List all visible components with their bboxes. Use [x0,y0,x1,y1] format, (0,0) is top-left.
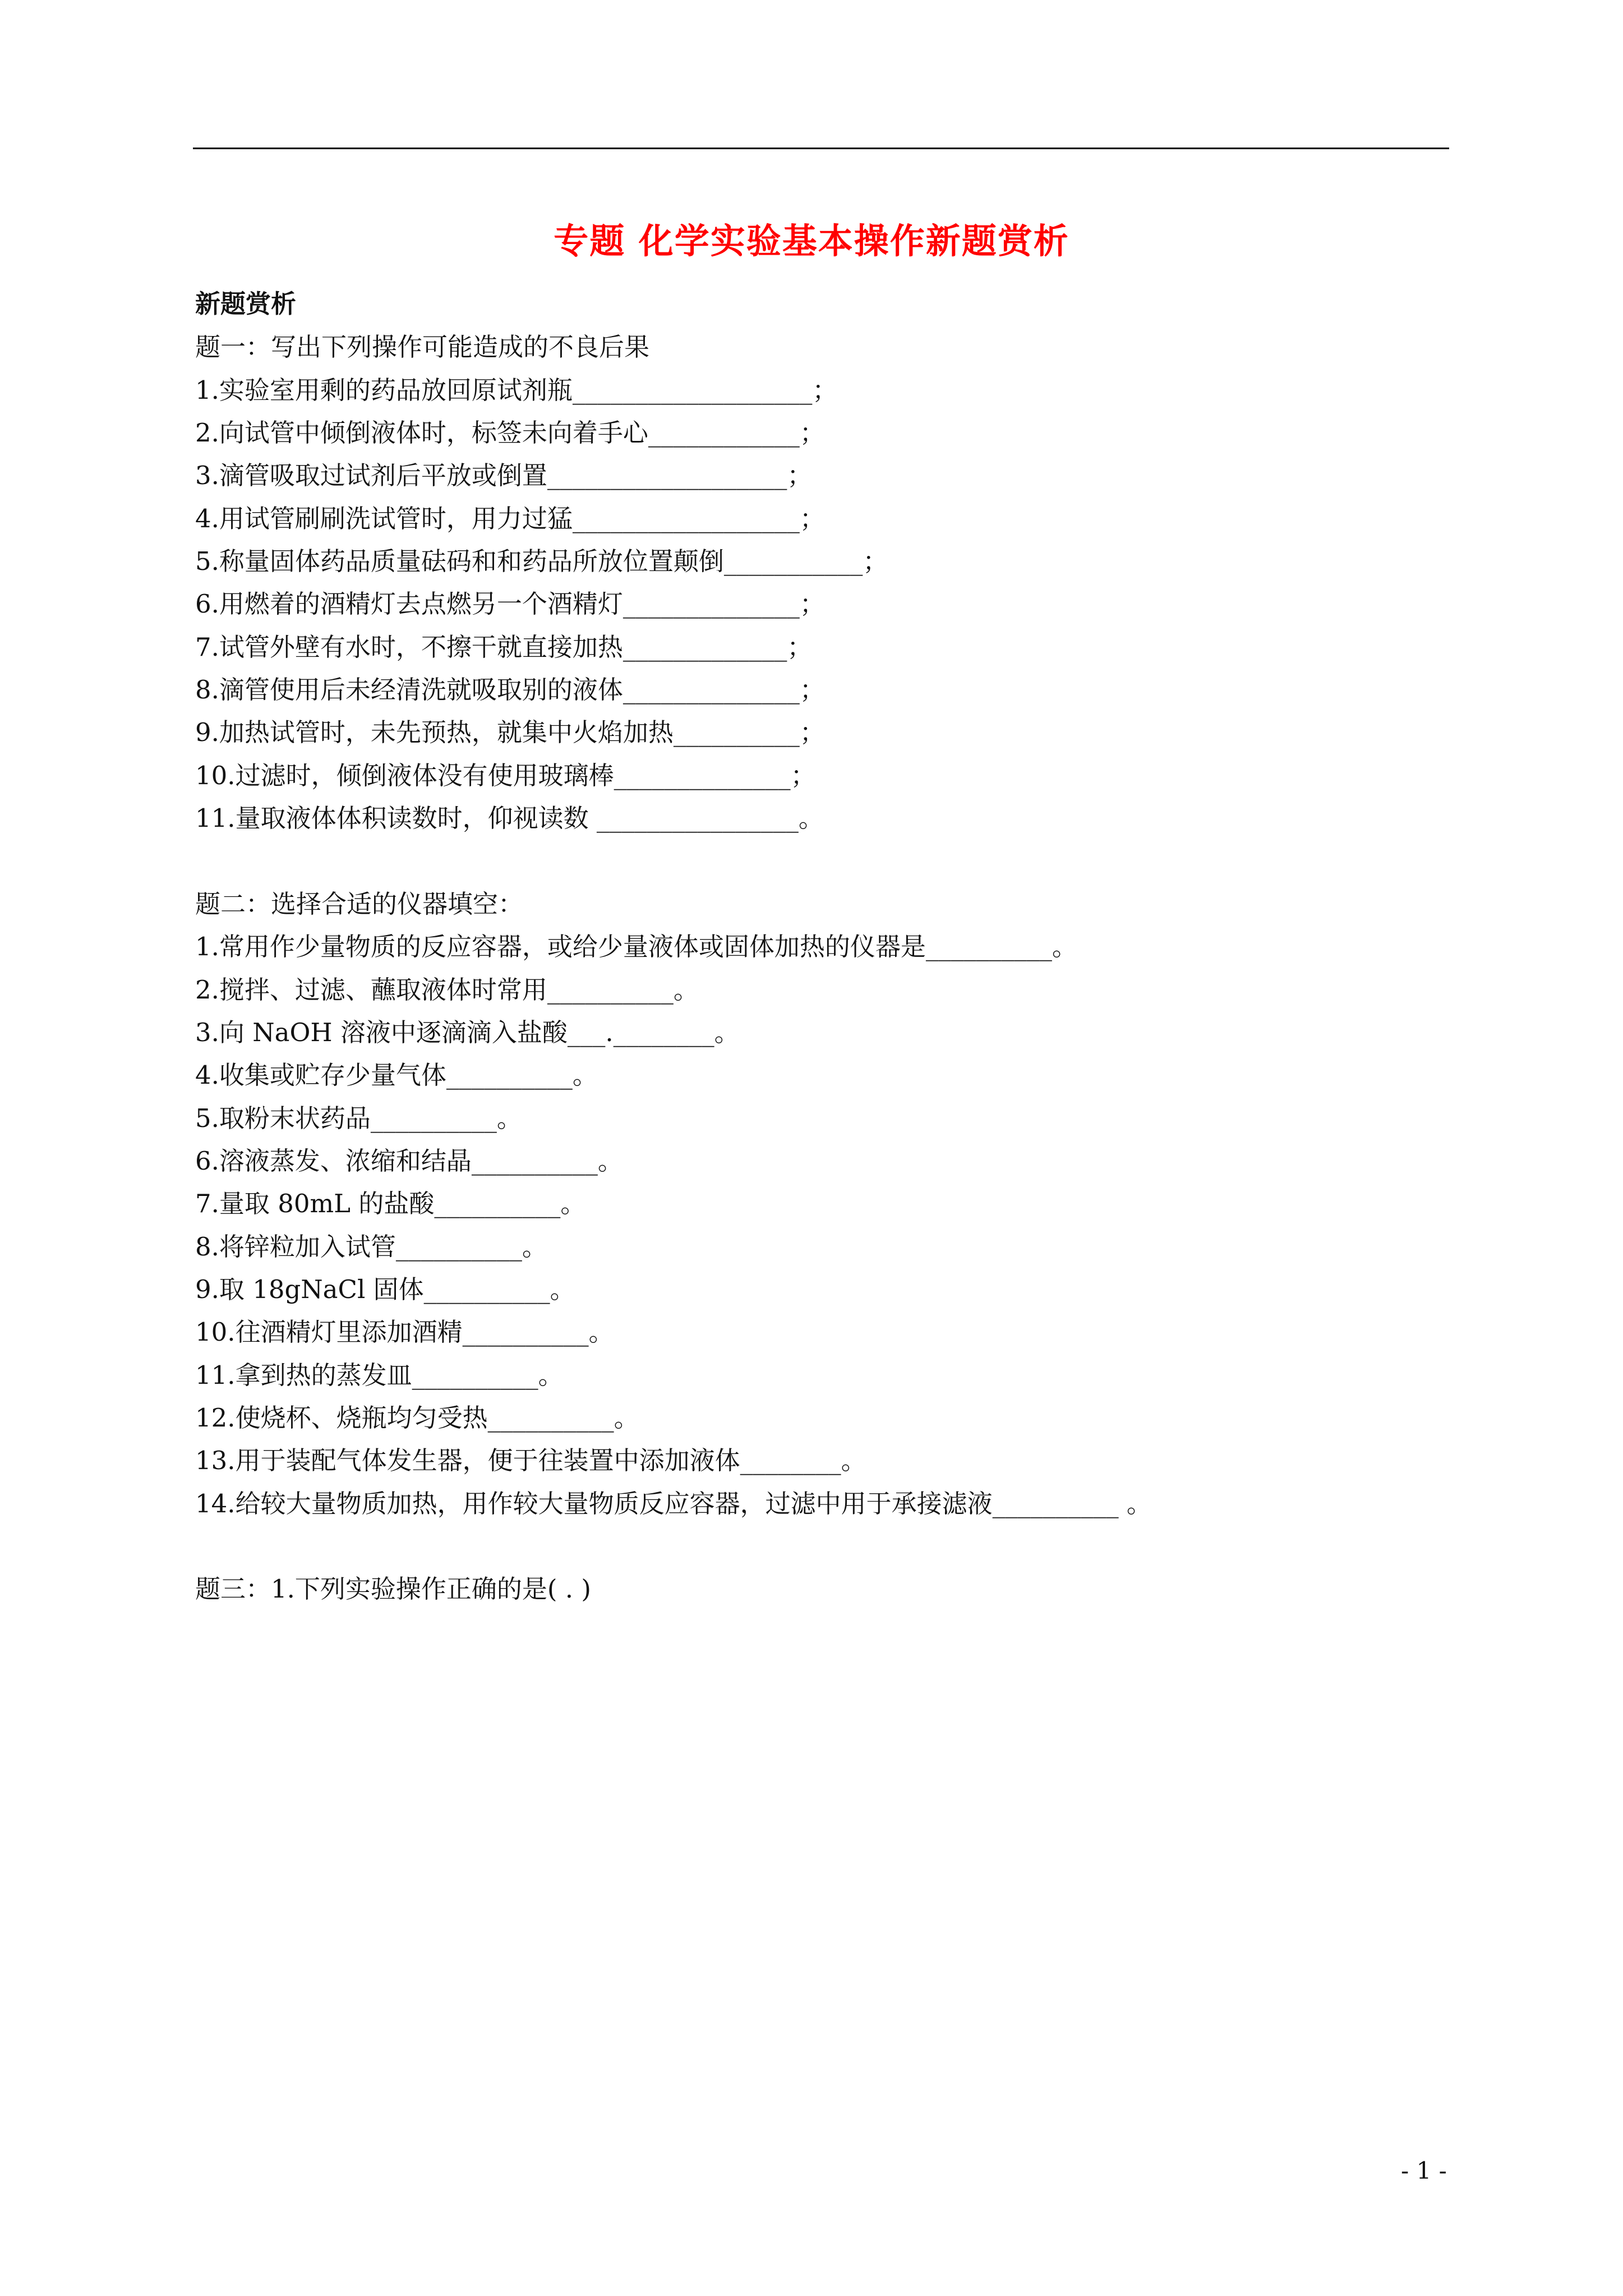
question-1-item: 10.过滤时，倾倒液体没有使用玻璃棒______________； [195,761,816,790]
question-1-item: 6.用燃着的酒精灯去点燃另一个酒精灯______________； [195,589,825,619]
question-2-item: 7.量取 80mL 的盐酸__________。 [195,1189,586,1218]
document-title: 专题 化学实验基本操作新题赏析 [554,220,1069,261]
question-2-item: 2.搅拌、过滤、蘸取液体时常用__________。 [195,975,699,1005]
question-2-item: 9.取 18gNaCl 固体__________。 [195,1274,575,1304]
question-2-heading: 题二：选择合适的仪器填空： [195,889,524,919]
question-1-item: 3.滴管吸取过试剂后平放或倒置___________________； [195,461,813,490]
header-rule [193,148,1449,149]
question-2-item: 14.给较大量物质加热，用作较大量物质反应容器，过滤中用于承接滤液__________ 。 [195,1489,1152,1519]
section-heading: 新题赏析 [195,289,297,319]
question-2-item: 3.向 NaOH 溶液中逐滴滴入盐酸___.________。 [195,1018,740,1047]
question-2-item: 1.常用作少量物质的反应容器，或给少量液体或固体加热的仪器是__________。 [195,932,1077,961]
question-2-item: 4.收集或贮存少量气体__________。 [195,1060,598,1090]
question-2-item: 13.用于装配气体发生器，便于往装置中添加液体________。 [195,1446,866,1475]
question-2-item: 12.使烧杯、烧瓶均匀受热__________。 [195,1403,639,1433]
question-1-item: 5.称量固体药品质量砝码和和药品所放位置颠倒___________； [195,546,888,576]
page-number: - 1 - [1401,2157,1447,2184]
question-1-heading: 题一：写出下列操作可能造成的不良后果 [195,332,650,362]
question-1-item: 1.实验室用剩的药品放回原试剂瓶___________________； [195,375,838,405]
question-1-item: 2.向试管中倾倒液体时，标签未向着手心____________； [195,418,825,448]
question-2-item: 5.取粉末状药品__________。 [195,1103,522,1133]
question-2-item: 8.将锌粒加入试管__________。 [195,1232,547,1262]
question-2-item: 6.溶液蒸发、浓缩和结晶__________。 [195,1146,623,1176]
question-1-item: 8.滴管使用后未经清洗就吸取别的液体______________； [195,675,825,705]
question-2-item: 11.拿到热的蒸发皿__________。 [195,1360,564,1390]
question-3-line: 题三：1.下列实验操作正确的是( . ) [195,1574,591,1604]
question-1-item: 9.加热试管时，未先预热，就集中火焰加热__________； [195,717,825,747]
question-1-item: 11.量取液体体积读数时，仰视读数 ________________。 [195,803,824,833]
question-1-item: 7.试管外壁有水时，不擦干就直接加热_____________； [195,632,813,662]
question-1-item: 4.用试管刷刷洗试管时，用力过猛__________________； [195,504,825,533]
question-2-item: 10.往酒精灯里添加酒精__________。 [195,1317,614,1347]
